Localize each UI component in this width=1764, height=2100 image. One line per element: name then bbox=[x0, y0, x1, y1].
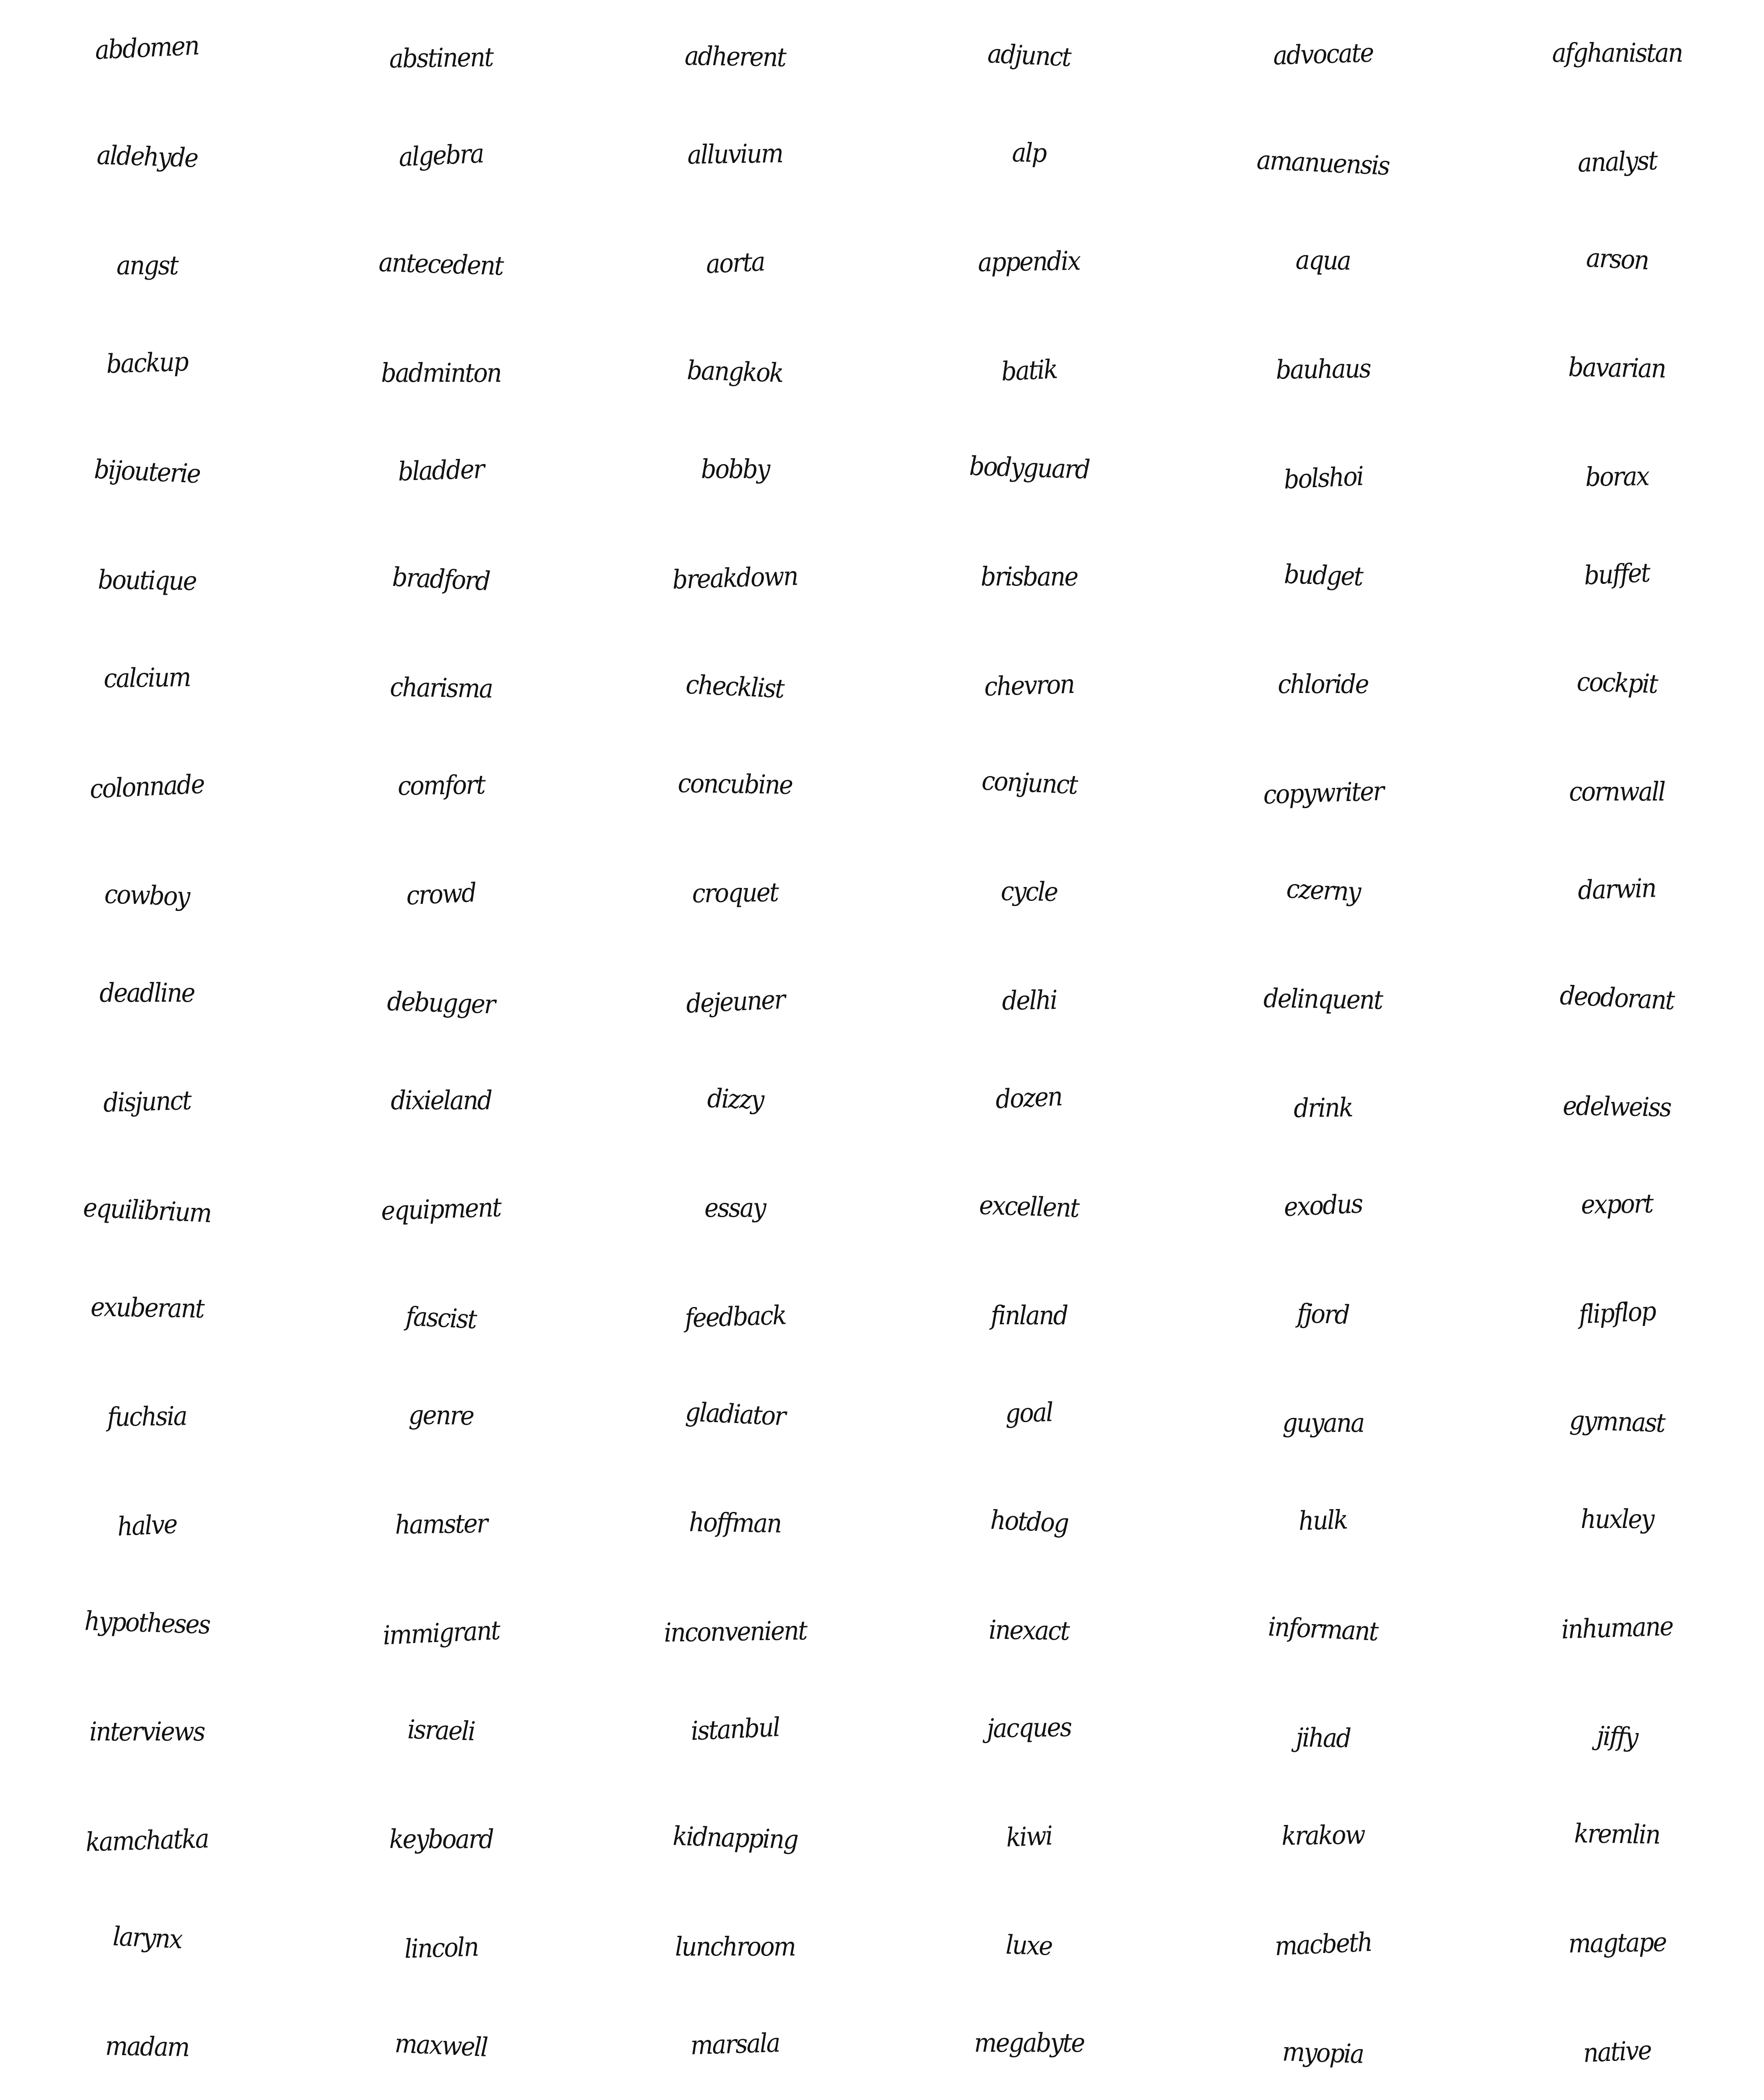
handwritten-word bbox=[0, 1155, 294, 1260]
word-text: abdomen bbox=[94, 29, 200, 66]
handwritten-word bbox=[1176, 1260, 1470, 1365]
handwritten-word bbox=[1470, 0, 1764, 105]
word-text: buffet bbox=[1583, 556, 1650, 591]
handwritten-word bbox=[588, 1365, 882, 1470]
word-text: feedback bbox=[684, 1299, 786, 1334]
word-text: equipment bbox=[381, 1192, 501, 1226]
word-text: cowboy bbox=[104, 878, 190, 912]
handwritten-word bbox=[1176, 735, 1470, 840]
word-text: finland bbox=[990, 1299, 1068, 1331]
handwritten-word bbox=[1470, 1785, 1764, 1890]
handwritten-word bbox=[1176, 1365, 1470, 1470]
handwritten-word bbox=[294, 1785, 588, 1890]
handwritten-word bbox=[0, 210, 294, 315]
word-text: aqua bbox=[1295, 244, 1351, 276]
word-text: adjunct bbox=[987, 38, 1071, 72]
handwritten-word bbox=[1176, 840, 1470, 945]
handwritten-word bbox=[882, 1680, 1176, 1785]
handwritten-word bbox=[1176, 1995, 1470, 2100]
handwritten-word bbox=[0, 420, 294, 525]
handwritten-word bbox=[1470, 1575, 1764, 1680]
handwritten-word bbox=[294, 1995, 588, 2100]
handwritten-word bbox=[0, 1890, 294, 1995]
word-text: adherent bbox=[684, 40, 786, 73]
word-text: deodorant bbox=[1559, 979, 1675, 1016]
word-text: guyana bbox=[1282, 1407, 1364, 1438]
handwritten-word bbox=[1470, 315, 1764, 420]
word-text: concubine bbox=[677, 767, 793, 800]
word-text: delhi bbox=[1001, 984, 1057, 1016]
handwritten-word bbox=[1470, 420, 1764, 525]
handwritten-word bbox=[1470, 945, 1764, 1050]
handwritten-word bbox=[882, 1050, 1176, 1155]
handwritten-word bbox=[588, 630, 882, 735]
handwritten-word bbox=[0, 1470, 294, 1575]
word-text: bavarian bbox=[1568, 351, 1666, 384]
word-text: bolshoi bbox=[1283, 460, 1363, 495]
handwritten-word bbox=[882, 1995, 1176, 2100]
word-text: analyst bbox=[1577, 144, 1657, 178]
handwritten-word bbox=[588, 1470, 882, 1575]
handwritten-word bbox=[588, 945, 882, 1050]
handwritten-word bbox=[294, 1260, 588, 1365]
word-text: budget bbox=[1284, 558, 1363, 592]
word-text: antecedent bbox=[378, 247, 504, 281]
word-text: edelweiss bbox=[1563, 1090, 1671, 1123]
handwritten-word bbox=[1176, 1785, 1470, 1890]
word-text: halve bbox=[117, 1508, 178, 1542]
handwritten-word bbox=[1470, 1365, 1764, 1470]
handwritten-word bbox=[882, 945, 1176, 1050]
handwritten-word bbox=[294, 420, 588, 525]
word-text: export bbox=[1581, 1188, 1653, 1220]
word-text: larynx bbox=[112, 1920, 182, 1955]
word-text: delinquent bbox=[1263, 982, 1383, 1015]
handwritten-word bbox=[0, 630, 294, 735]
word-text: backup bbox=[105, 346, 188, 379]
handwritten-word bbox=[882, 105, 1176, 210]
handwritten-word bbox=[0, 1680, 294, 1785]
word-text: aldehyde bbox=[96, 139, 198, 173]
word-text: gladiator bbox=[685, 1396, 786, 1431]
word-text: croquet bbox=[692, 876, 778, 909]
handwritten-word bbox=[0, 525, 294, 630]
word-text: israeli bbox=[407, 1714, 475, 1746]
handwritten-word bbox=[588, 1575, 882, 1680]
word-text: advocate bbox=[1273, 37, 1373, 71]
handwritten-word bbox=[0, 840, 294, 945]
word-text: native bbox=[1583, 2034, 1652, 2068]
word-text: boutique bbox=[97, 564, 197, 596]
handwritten-word bbox=[294, 945, 588, 1050]
word-text: kidnapping bbox=[672, 1820, 798, 1855]
word-text: inhumane bbox=[1561, 1610, 1673, 1645]
word-text: bangkok bbox=[686, 354, 783, 388]
word-text: huxley bbox=[1580, 1503, 1654, 1534]
handwritten-word bbox=[882, 1890, 1176, 1995]
handwritten-word bbox=[294, 735, 588, 840]
word-text: inconvenient bbox=[664, 1614, 807, 1648]
word-text: krakow bbox=[1281, 1819, 1365, 1851]
word-text: czerny bbox=[1286, 873, 1361, 907]
word-text: conjunct bbox=[981, 765, 1078, 800]
word-text: equilibrium bbox=[82, 1192, 212, 1228]
word-text: gymnast bbox=[1569, 1404, 1665, 1438]
handwritten-word bbox=[294, 840, 588, 945]
word-text: charisma bbox=[389, 671, 493, 704]
handwritten-word bbox=[1470, 1155, 1764, 1260]
word-text: chevron bbox=[984, 668, 1074, 702]
word-text: informant bbox=[1268, 1611, 1378, 1647]
word-text: bladder bbox=[398, 453, 484, 487]
word-text: disjunct bbox=[103, 1084, 191, 1118]
handwritten-word bbox=[1176, 105, 1470, 210]
word-text: crowd bbox=[406, 877, 476, 911]
word-text: cornwall bbox=[1569, 776, 1665, 807]
handwritten-word bbox=[1176, 630, 1470, 735]
word-text: kremlin bbox=[1574, 1817, 1660, 1850]
handwritten-word bbox=[0, 1365, 294, 1470]
handwritten-word bbox=[882, 735, 1176, 840]
handwritten-word bbox=[588, 1995, 882, 2100]
word-text: bijouterie bbox=[93, 453, 201, 489]
word-text: breakdown bbox=[672, 560, 798, 595]
handwritten-word bbox=[1176, 315, 1470, 420]
word-text: excellent bbox=[979, 1189, 1079, 1223]
word-text: appendix bbox=[978, 245, 1080, 278]
word-text: interviews bbox=[89, 1716, 205, 1747]
handwritten-word bbox=[882, 1470, 1176, 1575]
word-text: kiwi bbox=[1005, 1820, 1053, 1853]
handwritten-word bbox=[1470, 105, 1764, 210]
handwritten-word bbox=[588, 1785, 882, 1890]
word-text: jacques bbox=[987, 1711, 1071, 1744]
handwritten-word bbox=[588, 735, 882, 840]
handwritten-word bbox=[1176, 420, 1470, 525]
word-text: inexact bbox=[989, 1614, 1069, 1646]
handwritten-word bbox=[588, 1050, 882, 1155]
handwritten-word bbox=[882, 1575, 1176, 1680]
handwritten-word bbox=[1470, 1470, 1764, 1575]
word-text: dixieland bbox=[391, 1084, 491, 1116]
word-text: arson bbox=[1586, 242, 1649, 276]
word-text: lunchroom bbox=[675, 1931, 795, 1962]
word-text: myopia bbox=[1282, 2036, 1364, 2069]
handwritten-word bbox=[1470, 840, 1764, 945]
handwritten-word bbox=[294, 630, 588, 735]
handwritten-word bbox=[1470, 210, 1764, 315]
word-text: copywriter bbox=[1263, 775, 1384, 810]
word-text: jiffy bbox=[1596, 1720, 1638, 1753]
handwritten-word bbox=[1470, 1995, 1764, 2100]
handwritten-word bbox=[1176, 1050, 1470, 1155]
word-text: genre bbox=[408, 1399, 474, 1431]
word-text: jihad bbox=[1295, 1722, 1350, 1754]
handwritten-word bbox=[588, 420, 882, 525]
word-text: hoffman bbox=[689, 1506, 781, 1539]
word-text: colonnade bbox=[89, 768, 205, 804]
word-text: madam bbox=[105, 2030, 189, 2063]
handwritten-word bbox=[294, 1365, 588, 1470]
word-text: dizzy bbox=[706, 1082, 764, 1115]
word-text: debugger bbox=[387, 985, 495, 1020]
handwritten-word bbox=[588, 1680, 882, 1785]
handwritten-word bbox=[0, 1260, 294, 1365]
word-text: keyboard bbox=[389, 1823, 493, 1854]
handwritten-word bbox=[1176, 0, 1470, 105]
word-text: essay bbox=[704, 1192, 766, 1223]
handwritten-word bbox=[1470, 1260, 1764, 1365]
handwritten-word bbox=[588, 840, 882, 945]
handwritten-word bbox=[0, 1575, 294, 1680]
handwritten-word bbox=[882, 1260, 1176, 1365]
handwritten-word bbox=[0, 315, 294, 420]
word-text: borax bbox=[1585, 460, 1649, 492]
handwritten-word bbox=[0, 1785, 294, 1890]
handwritten-word bbox=[1470, 1680, 1764, 1785]
handwritten-word bbox=[882, 630, 1176, 735]
handwritten-word bbox=[588, 1155, 882, 1260]
handwritten-word bbox=[294, 1155, 588, 1260]
word-text: deadline bbox=[100, 977, 194, 1008]
handwritten-word bbox=[588, 0, 882, 105]
handwritten-word bbox=[0, 1050, 294, 1155]
handwritten-word bbox=[588, 525, 882, 630]
handwritten-word bbox=[1176, 1470, 1470, 1575]
handwritten-word bbox=[294, 1050, 588, 1155]
word-text: hypotheses bbox=[84, 1605, 210, 1640]
handwritten-word bbox=[882, 315, 1176, 420]
word-text: maxwell bbox=[394, 2027, 488, 2063]
handwritten-word bbox=[1176, 1680, 1470, 1785]
handwritten-word bbox=[882, 210, 1176, 315]
word-text: badminton bbox=[381, 357, 501, 388]
word-text: magtape bbox=[1568, 1926, 1666, 1959]
word-text: dozen bbox=[995, 1080, 1063, 1115]
word-text: drink bbox=[1293, 1092, 1353, 1124]
word-text: kamchatka bbox=[85, 1823, 209, 1857]
handwritten-word bbox=[882, 525, 1176, 630]
handwritten-word bbox=[0, 1995, 294, 2100]
handwritten-word bbox=[294, 315, 588, 420]
handwritten-word bbox=[882, 840, 1176, 945]
word-text: flipflop bbox=[1578, 1295, 1656, 1330]
word-text: abstinent bbox=[389, 41, 493, 74]
word-text: dejeuner bbox=[685, 984, 785, 1019]
handwritten-word bbox=[882, 1155, 1176, 1260]
word-text: goal bbox=[1005, 1396, 1053, 1429]
word-text: afghanistan bbox=[1552, 37, 1682, 68]
word-text: fjord bbox=[1297, 1297, 1349, 1330]
word-text: batik bbox=[1000, 353, 1058, 387]
handwritten-word bbox=[294, 0, 588, 105]
word-text: algebra bbox=[398, 137, 484, 173]
word-text: immigrant bbox=[382, 1614, 500, 1651]
handwritten-word bbox=[0, 945, 294, 1050]
word-text: luxe bbox=[1005, 1929, 1053, 1961]
word-text: exodus bbox=[1283, 1188, 1363, 1222]
handwritten-word bbox=[1176, 945, 1470, 1050]
handwritten-word bbox=[294, 105, 588, 210]
word-text: cockpit bbox=[1576, 666, 1658, 699]
word-text: istanbul bbox=[690, 1711, 780, 1746]
handwritten-word bbox=[882, 0, 1176, 105]
word-text: fascist bbox=[405, 1300, 477, 1335]
handwritten-word bbox=[1176, 210, 1470, 315]
handwritten-word bbox=[1176, 1155, 1470, 1260]
word-text: calcium bbox=[103, 661, 191, 694]
word-text: megabyte bbox=[974, 2027, 1084, 2058]
handwritten-word bbox=[294, 1575, 588, 1680]
handwritten-word bbox=[294, 1890, 588, 1995]
word-text: chloride bbox=[1278, 668, 1368, 699]
handwritten-word bbox=[882, 1365, 1176, 1470]
handwritten-word bbox=[588, 1260, 882, 1365]
handwritten-word bbox=[0, 0, 294, 105]
handwritten-word bbox=[1470, 735, 1764, 840]
word-text: bauhaus bbox=[1276, 352, 1370, 385]
handwritten-word bbox=[1176, 1575, 1470, 1680]
handwritten-word bbox=[588, 105, 882, 210]
handwritten-word bbox=[1470, 630, 1764, 735]
word-text: macbeth bbox=[1274, 1926, 1372, 1961]
word-text: alluvium bbox=[687, 137, 783, 170]
handwritten-word bbox=[294, 1680, 588, 1785]
word-text: amanuensis bbox=[1256, 144, 1390, 181]
word-text: fuchsia bbox=[107, 1400, 187, 1432]
word-text: aorta bbox=[705, 246, 765, 279]
handwritten-word bbox=[1470, 1050, 1764, 1155]
word-text: angst bbox=[116, 249, 178, 281]
handwritten-word bbox=[294, 1470, 588, 1575]
word-text: lincoln bbox=[404, 1931, 478, 1964]
word-text: bradford bbox=[391, 561, 490, 596]
handwritten-word bbox=[588, 315, 882, 420]
handwritten-word bbox=[882, 420, 1176, 525]
handwritten-word bbox=[294, 210, 588, 315]
handwritten-word bbox=[1176, 525, 1470, 630]
handwritten-word bbox=[294, 525, 588, 630]
word-text: marsala bbox=[690, 2027, 780, 2061]
word-text: bodyguard bbox=[969, 450, 1090, 485]
word-text: comfort bbox=[397, 769, 485, 801]
handwritten-word bbox=[588, 1890, 882, 1995]
word-text: cycle bbox=[1000, 875, 1058, 907]
word-text: bobby bbox=[701, 453, 769, 484]
handwritten-word bbox=[0, 735, 294, 840]
word-text: checklist bbox=[685, 669, 785, 704]
handwritten-word bbox=[1470, 525, 1764, 630]
word-text: exuberant bbox=[90, 1291, 204, 1324]
word-text: brisbane bbox=[980, 561, 1078, 592]
handwritten-word bbox=[588, 210, 882, 315]
word-text: hulk bbox=[1298, 1504, 1348, 1536]
handwritten-word bbox=[1176, 1890, 1470, 1995]
word-text: alp bbox=[1012, 136, 1046, 168]
word-text: hamster bbox=[395, 1507, 487, 1540]
handwritten-word bbox=[1470, 1890, 1764, 1995]
handwritten-word bbox=[882, 1785, 1176, 1890]
word-text: darwin bbox=[1578, 872, 1656, 906]
handwritten-word bbox=[0, 105, 294, 210]
word-text: hotdog bbox=[990, 1504, 1068, 1538]
